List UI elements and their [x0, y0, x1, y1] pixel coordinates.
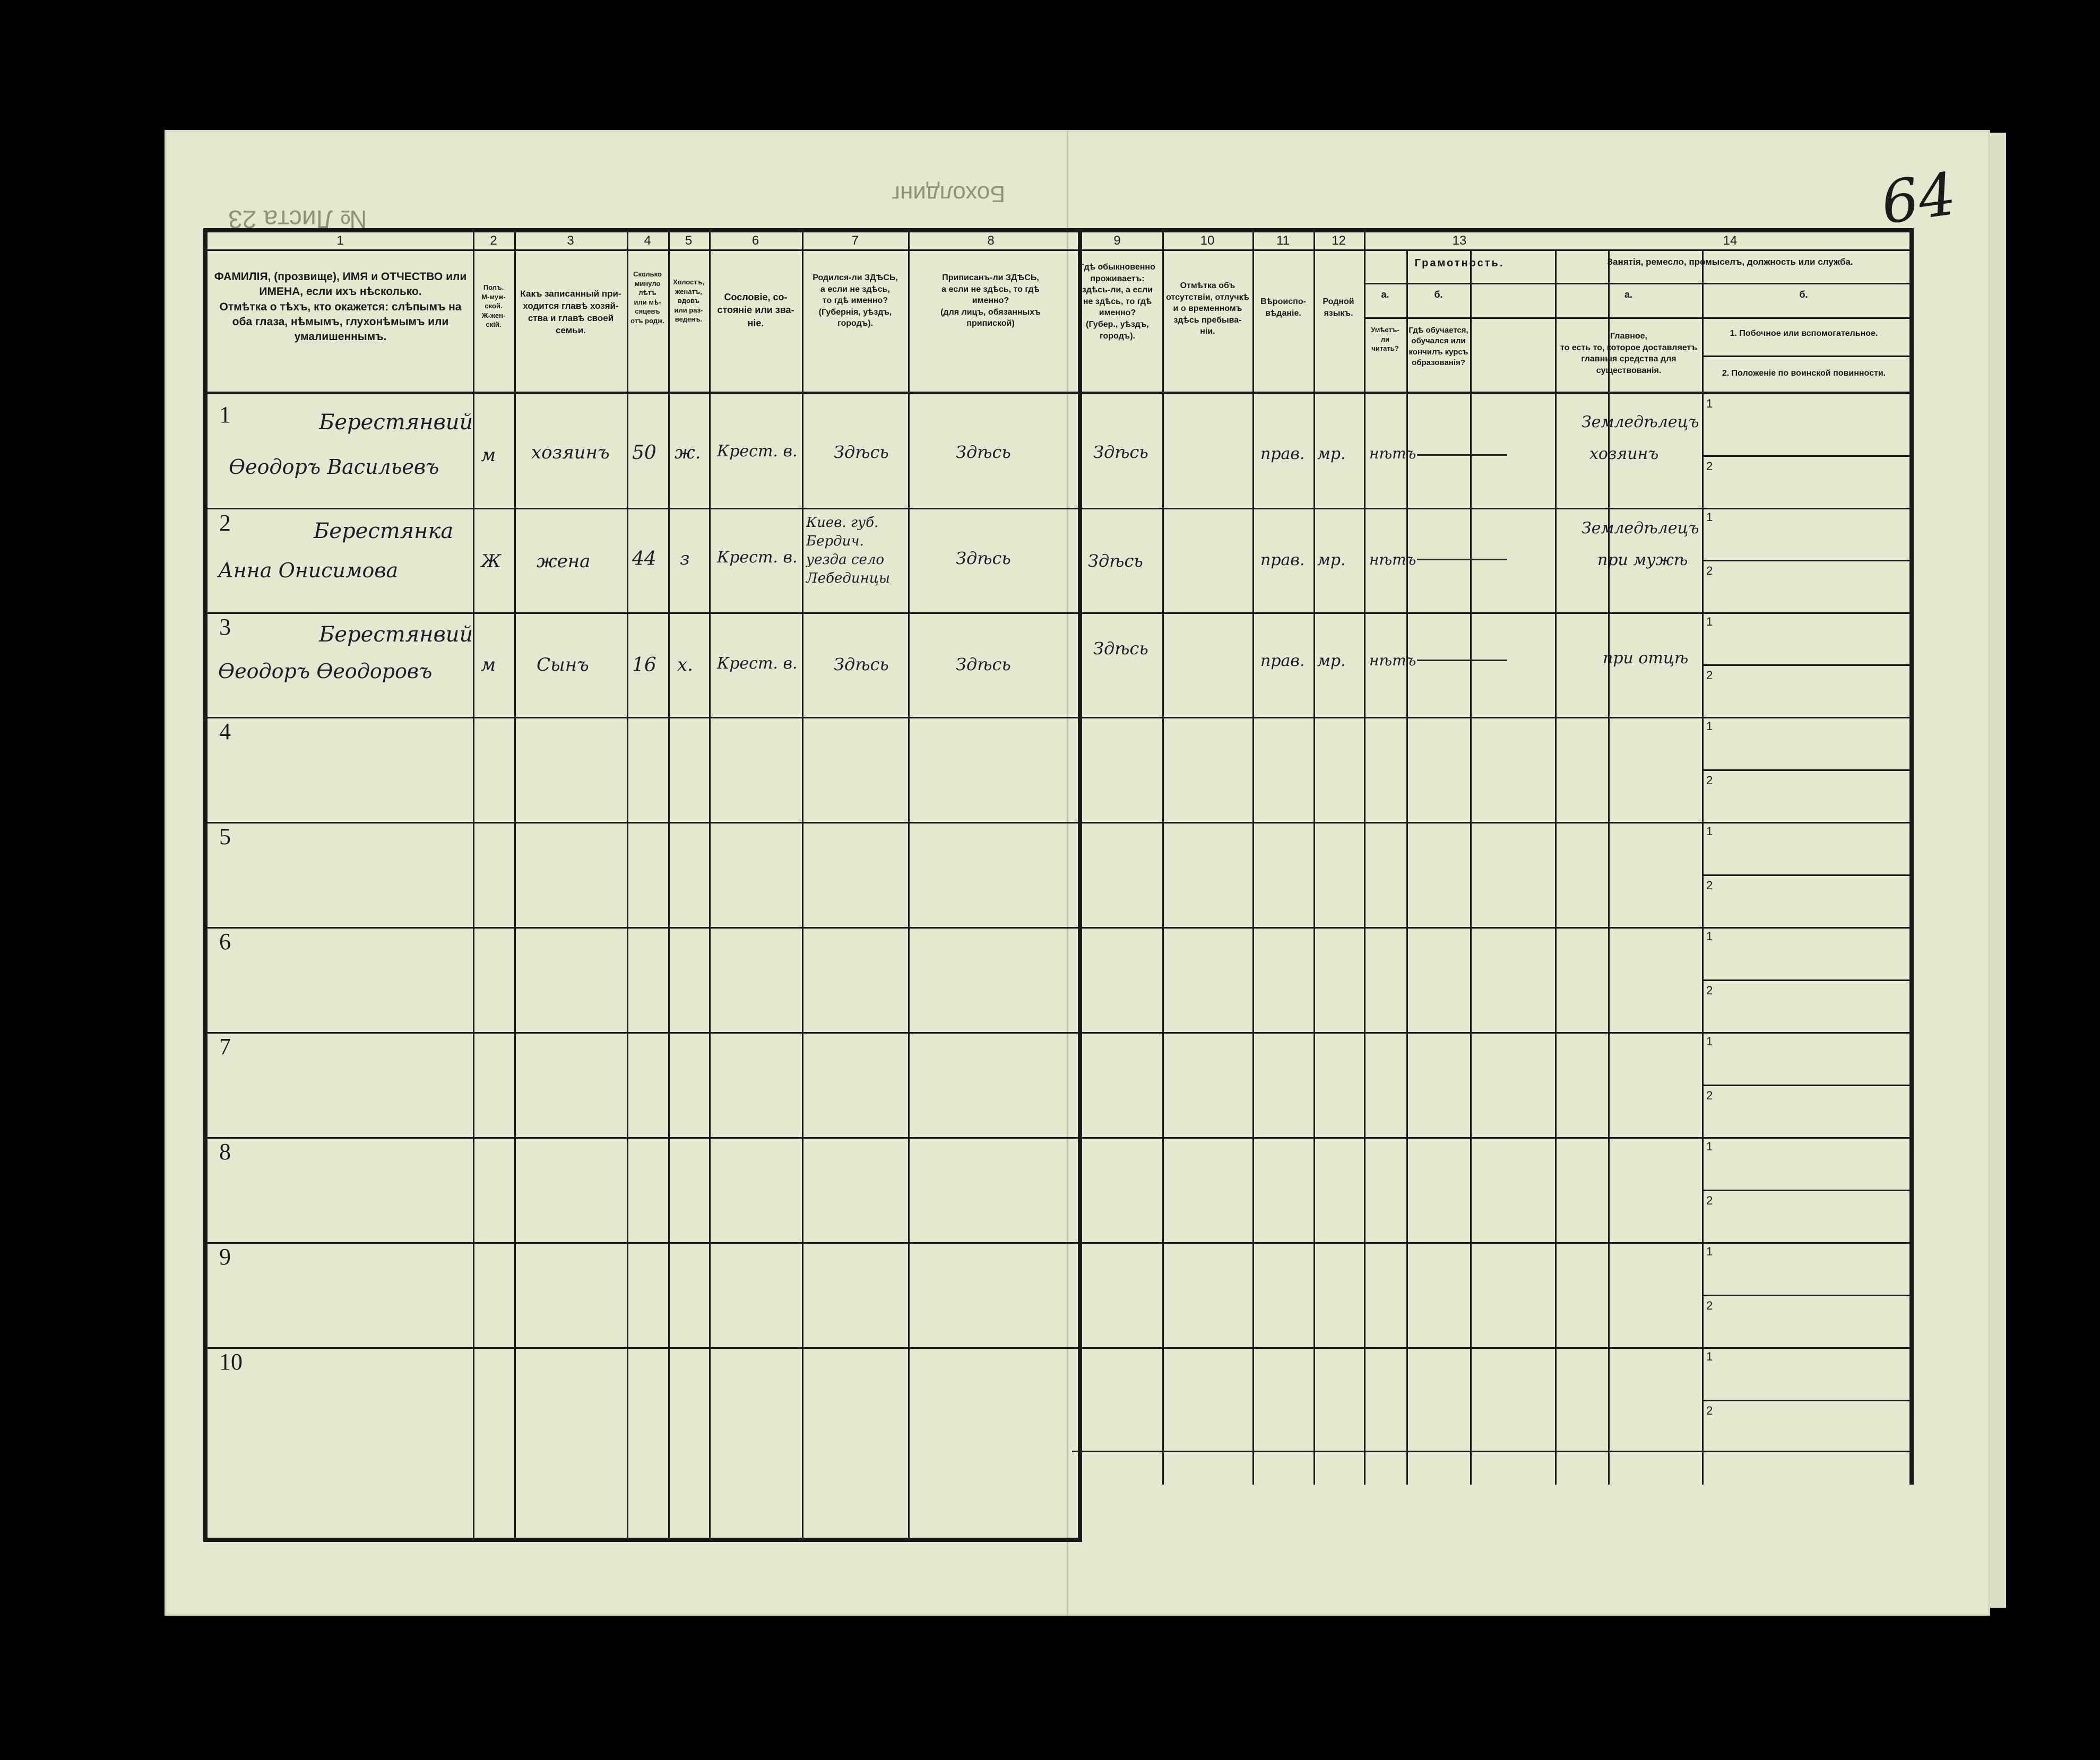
census-table-left	[203, 228, 1082, 1542]
row-number: 3	[219, 614, 231, 640]
row-1-language: мр.	[1317, 445, 1346, 463]
sub-label-2: 2	[1706, 459, 1713, 473]
row-3-estate: Крест. в.	[717, 654, 798, 673]
row-number: 5	[219, 823, 231, 849]
col-1-number: 1	[336, 233, 344, 248]
sub-label-2: 2	[1706, 1299, 1713, 1312]
col-8-header: Приписанъ-ли ЗДѢСЬ, а если не здѣсь, то гдѣ именно? (для лицъ, обязанныхъ припиской)	[940, 273, 1041, 328]
census-table-right	[1072, 228, 1914, 1485]
row-3-residence: Здѣсь	[1093, 638, 1148, 658]
col-11-header: Вѣроиспо- вѣданіе.	[1260, 297, 1306, 318]
col-9-number: 9	[1113, 233, 1121, 248]
row-1-relation: хозяинъ	[531, 442, 610, 463]
row-3-surname: Берестянвий	[319, 622, 473, 647]
row-2-sex: Ж	[481, 551, 502, 572]
row-1-education-dash	[1417, 454, 1507, 456]
row-1-marital: ж.	[675, 442, 701, 463]
row-2-education-dash	[1417, 559, 1507, 560]
row-1-given-name: Өеодоръ Васильевъ	[229, 455, 439, 479]
row-3-age: 16	[632, 654, 656, 676]
sub-label-1: 1	[1706, 719, 1713, 733]
row-3-registered: Здѣсь	[956, 654, 1011, 674]
row-2-occupation-detail: при мужѣ	[1597, 551, 1688, 569]
col-13b-header: Гдѣ обучается, обучался или кончилъ курсъ образованія?	[1408, 326, 1468, 367]
col-2-number: 2	[490, 233, 497, 248]
row-1-sex: м	[481, 445, 496, 466]
sheet-number-stamp: № Листа 23	[228, 205, 368, 233]
row-2-given-name: Анна Онисимова	[218, 559, 399, 582]
row-1-occupation: Земледѣлецъ	[1582, 413, 1699, 431]
row-3-literate: нѣтъ	[1369, 652, 1416, 669]
row-3-sex: м	[481, 654, 496, 675]
row-3-education-dash	[1417, 660, 1507, 661]
col-12-number: 12	[1332, 233, 1346, 248]
col-14-number: 14	[1723, 233, 1738, 248]
col-14-header: Занятія, ремесло, промыселъ, должность или служба.	[1607, 257, 1853, 267]
sub-label-1: 1	[1706, 930, 1713, 943]
row-number: 4	[219, 718, 231, 744]
row-number: 7	[219, 1034, 231, 1060]
row-2-relation: жена	[537, 551, 591, 572]
sub-label-2: 2	[1706, 564, 1713, 577]
row-1-age: 50	[632, 442, 656, 464]
col-13a-label: а.	[1381, 289, 1389, 300]
col-6-number: 6	[751, 233, 759, 248]
col-6-header: Сословіе, со- стояніе или зва- ніе.	[717, 292, 794, 328]
col-14b-label: б.	[1799, 289, 1808, 300]
row-3-occupation: при отцѣ	[1603, 649, 1689, 667]
sub-label-1: 1	[1706, 825, 1713, 838]
row-2-literate: нѣтъ	[1369, 551, 1416, 568]
row-1-estate: Крест. в.	[717, 442, 798, 461]
col-7-number: 7	[851, 233, 859, 248]
row-2-birthplace: Киев. губ. Бердич. уезда село Лебединцы	[806, 515, 891, 587]
row-3-religion: прав.	[1260, 652, 1305, 670]
row-2-marital: з	[680, 548, 690, 569]
sub-label-2: 2	[1706, 984, 1713, 997]
col-14a-header: Главное, то есть то, которое доставляетъ главныя средства для существованія.	[1560, 332, 1697, 375]
sub-label-1: 1	[1706, 510, 1713, 524]
sub-label-1: 1	[1706, 397, 1713, 410]
row-2-estate: Крест. в.	[717, 548, 798, 567]
col-9-header: Гдѣ обыкновенно проживаетъ: здѣсь-ли, а если не здѣсь, то гдѣ именно? (Губер., уѣздъ, городъ).	[1079, 263, 1155, 341]
col-10-header: Отмѣтка объ отсутствіи, отлучкѣ и о временномъ здѣсь пребыва- ніи.	[1166, 281, 1249, 336]
page-number: 64	[1877, 159, 1960, 238]
col-13-number: 13	[1452, 233, 1467, 248]
row-2-residence: Здѣсь	[1088, 551, 1143, 571]
sub-label-2: 2	[1706, 1194, 1713, 1207]
col-14b-header-2: 2. Положеніе по воинской повинности.	[1722, 369, 1886, 378]
sub-label-1: 1	[1706, 1035, 1713, 1048]
row-1-birthplace: Здѣсь	[834, 442, 889, 462]
row-2-age: 44	[632, 548, 656, 570]
row-3-given-name: Өеодоръ Өеодоровъ	[218, 660, 433, 683]
col-11-number: 11	[1276, 233, 1290, 248]
col-3-number: 3	[567, 233, 574, 248]
row-2-language: мр.	[1317, 551, 1346, 569]
row-1-surname: Берестянвий	[319, 410, 473, 435]
row-1-occupation-detail: хозяинъ	[1589, 445, 1659, 463]
row-number: 8	[219, 1139, 231, 1165]
sub-label-2: 2	[1706, 1089, 1713, 1102]
row-number: 10	[219, 1349, 243, 1375]
col-2-header: Полъ. М-муж- ской. Ж-жен- скій.	[481, 283, 506, 329]
col-1-header: ФАМИЛІЯ, (прозвище), ИМЯ и ОТЧЕСТВО или ИМЕНА, если ихъ нѣсколько. Отмѣтка о тѣхъ, кто окажется: слѣпымъ на оба глаза, нѣмымъ, глухонѣмымъ или умалишеннымъ.	[214, 271, 467, 343]
col-13-header: Грамотность.	[1414, 257, 1505, 269]
row-1-residence: Здѣсь	[1093, 442, 1148, 462]
col-13b-label: б.	[1434, 289, 1443, 300]
row-1-literate: нѣтъ	[1369, 445, 1416, 462]
row-3-relation: Сынъ	[537, 654, 589, 675]
row-number: 1	[219, 402, 231, 428]
col-7-header: Родился-ли ЗДѢСЬ, а если не здѣсь, то гдѣ именно? (Губернія, уѣздъ, городъ).	[813, 273, 898, 328]
row-2-surname: Берестянка	[314, 519, 454, 543]
sub-label-2: 2	[1706, 1404, 1713, 1417]
col-14a-label: а.	[1624, 289, 1632, 300]
sub-label-1: 1	[1706, 1245, 1713, 1258]
sub-label-1: 1	[1706, 1140, 1713, 1153]
col-8-number: 8	[987, 233, 995, 248]
col-5-header: Холостъ, женатъ, вдовъ или раз- веденъ.	[673, 278, 704, 324]
row-1-religion: прав.	[1260, 445, 1305, 463]
row-3-language: мр.	[1317, 652, 1346, 670]
col-4-number: 4	[644, 233, 651, 248]
col-4-header: Сколько минуло лѣтъ или мѣ- сяцевъ отъ родж.	[630, 270, 664, 325]
col-5-number: 5	[685, 233, 693, 248]
row-3-marital: х.	[677, 654, 693, 675]
district-stamp: Бохолдинг	[892, 181, 1006, 207]
sub-label-2: 2	[1706, 669, 1713, 682]
col-10-number: 10	[1200, 233, 1215, 248]
row-2-religion: прав.	[1260, 551, 1305, 569]
row-number: 6	[219, 929, 231, 955]
col-13a-header: Умѣетъ- ли читать?	[1371, 326, 1399, 353]
sub-label-2: 2	[1706, 774, 1713, 787]
col-14b-header-1: 1. Побочное или вспомогательное.	[1730, 329, 1878, 338]
row-number: 9	[219, 1244, 231, 1270]
col-12-header: Родной языкъ.	[1323, 297, 1354, 318]
row-1-registered: Здѣсь	[956, 442, 1011, 462]
row-3-birthplace: Здѣсь	[834, 654, 889, 674]
row-2-occupation: Земледѣлецъ	[1582, 519, 1699, 537]
row-number: 2	[219, 510, 231, 536]
sub-label-1: 1	[1706, 615, 1713, 628]
sub-label-2: 2	[1706, 879, 1713, 892]
col-3-header: Какъ записанный при- ходится главѣ хозяй- ства и главѣ своей семьи.	[520, 289, 621, 335]
sub-label-1: 1	[1706, 1350, 1713, 1363]
row-2-registered: Здѣсь	[956, 548, 1011, 568]
